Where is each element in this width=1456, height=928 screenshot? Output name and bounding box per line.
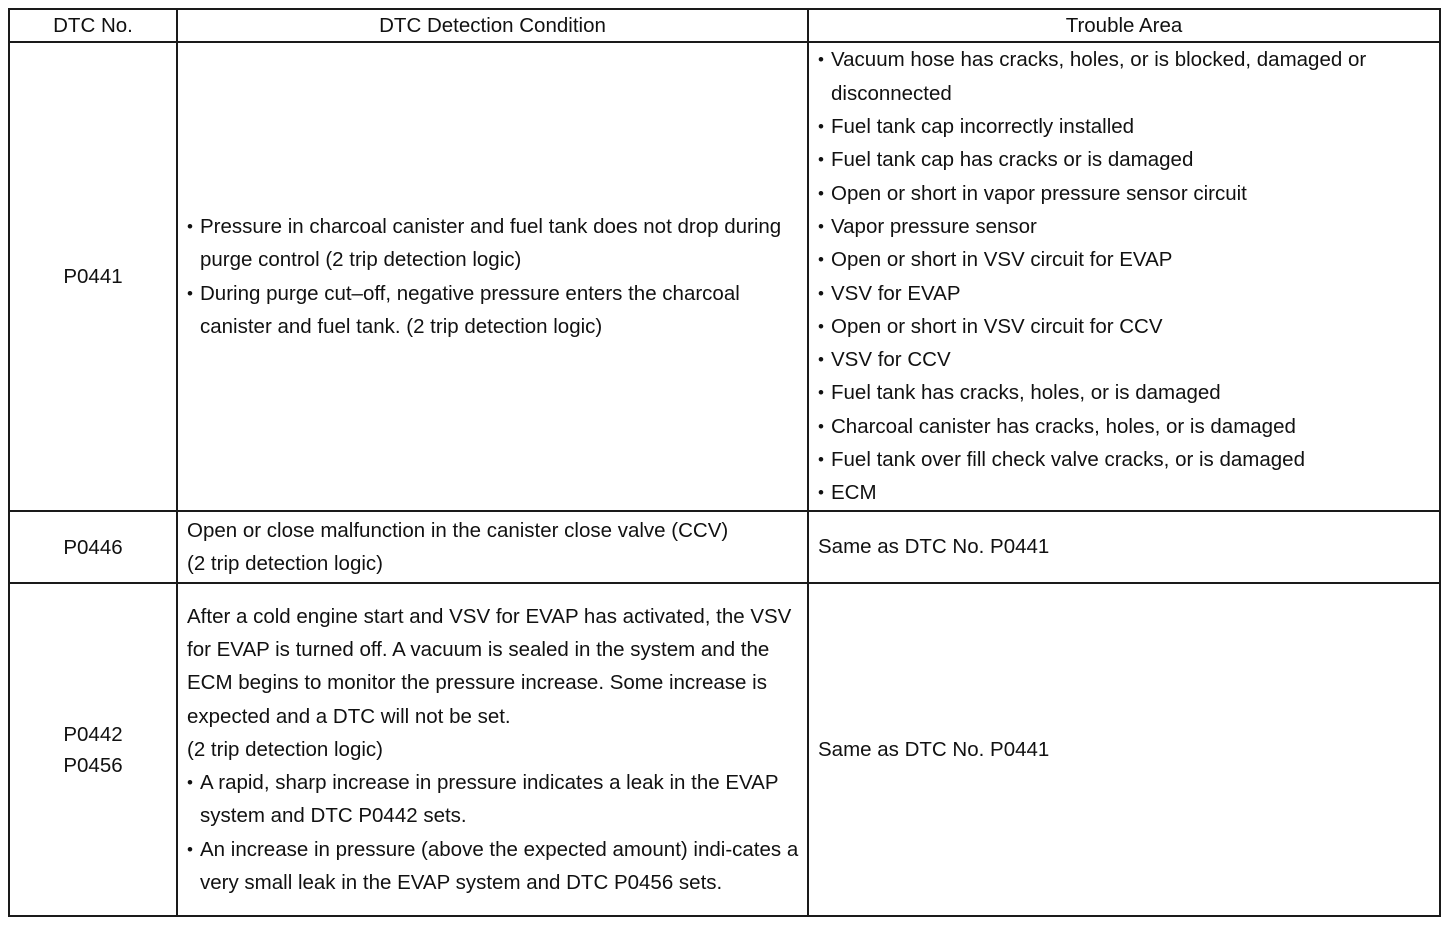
condition-paragraph: After a cold engine start and VSV for EVAP has activated, the VSV for EVAP is turned off. A vacuum is sealed in the system and the ECM begins to monitor the pressure increase. Some increase is expected and a DTC will not be set.	[187, 604, 792, 728]
list-item: • Fuel tank cap incorrectly installed	[818, 110, 1433, 143]
list-item: • Fuel tank cap has cracks or is damaged	[818, 143, 1433, 176]
dtc-code-cell	[9, 511, 177, 583]
dtc-code-cell	[9, 583, 177, 916]
detection-condition-cell	[177, 511, 808, 583]
list-item: • Open or short in VSV circuit for CCV	[818, 310, 1433, 343]
trouble-area-cell	[808, 511, 1440, 583]
trouble-area-text: Same as DTC No. P0441	[818, 737, 1050, 761]
list-item: • Open or short in VSV circuit for EVAP	[818, 243, 1433, 276]
dtc-code: P0456	[63, 753, 123, 777]
trouble-area-list	[818, 43, 1433, 509]
dtc-table	[8, 8, 1441, 917]
table-row	[9, 583, 1440, 916]
list-item: • ECM	[818, 476, 1433, 509]
table-row	[9, 511, 1440, 583]
condition-list	[187, 210, 801, 343]
detection-condition-cell	[177, 42, 808, 511]
condition-text: Open or close malfunction in the canister close valve (CCV)	[187, 518, 729, 542]
list-item: • Pressure in charcoal canister and fuel tank does not drop during purge control (2 trip detection logic)	[187, 210, 801, 277]
list-item: • Vacuum hose has cracks, holes, or is blocked, damaged or disconnected	[818, 43, 1433, 110]
list-item: • VSV for CCV	[818, 343, 1433, 376]
dtc-code: P0446	[63, 535, 123, 559]
trouble-area-cell	[808, 42, 1440, 511]
list-item: • Vapor pressure sensor	[818, 210, 1433, 243]
condition-list	[187, 766, 801, 899]
list-item: • Fuel tank over fill check valve cracks, or is damaged	[818, 443, 1433, 476]
dtc-code-cell	[9, 42, 177, 511]
header-detection-condition: DTC Detection Condition	[177, 9, 808, 42]
dtc-code: P0441	[63, 265, 123, 288]
table-header-row	[9, 9, 1440, 42]
list-item: • An increase in pressure (above the expected amount) indi-cates a very small leak in the EVAP system and DTC P0456 sets.	[187, 833, 801, 900]
trouble-area-text: Same as DTC No. P0441	[818, 535, 1050, 559]
list-item: • Charcoal canister has cracks, holes, or is damaged	[818, 410, 1433, 443]
header-trouble-area: Trouble Area	[808, 9, 1440, 42]
condition-note: (2 trip detection logic)	[187, 737, 383, 761]
dtc-code: P0442	[63, 722, 123, 746]
header-dtc-no: DTC No.	[9, 9, 177, 42]
list-item: • Fuel tank has cracks, holes, or is damaged	[818, 376, 1433, 409]
list-item: • Open or short in vapor pressure sensor circuit	[818, 177, 1433, 210]
trouble-area-cell	[808, 583, 1440, 916]
table-row	[9, 42, 1440, 511]
list-item: • VSV for EVAP	[818, 277, 1433, 310]
condition-note: (2 trip detection logic)	[187, 552, 383, 575]
detection-condition-cell	[177, 583, 808, 916]
list-item: • A rapid, sharp increase in pressure indicates a leak in the EVAP system and DTC P0442 sets.	[187, 766, 801, 833]
list-item: • During purge cut–off, negative pressure enters the charcoal canister and fuel tank. (2 trip detection logic)	[187, 277, 801, 344]
